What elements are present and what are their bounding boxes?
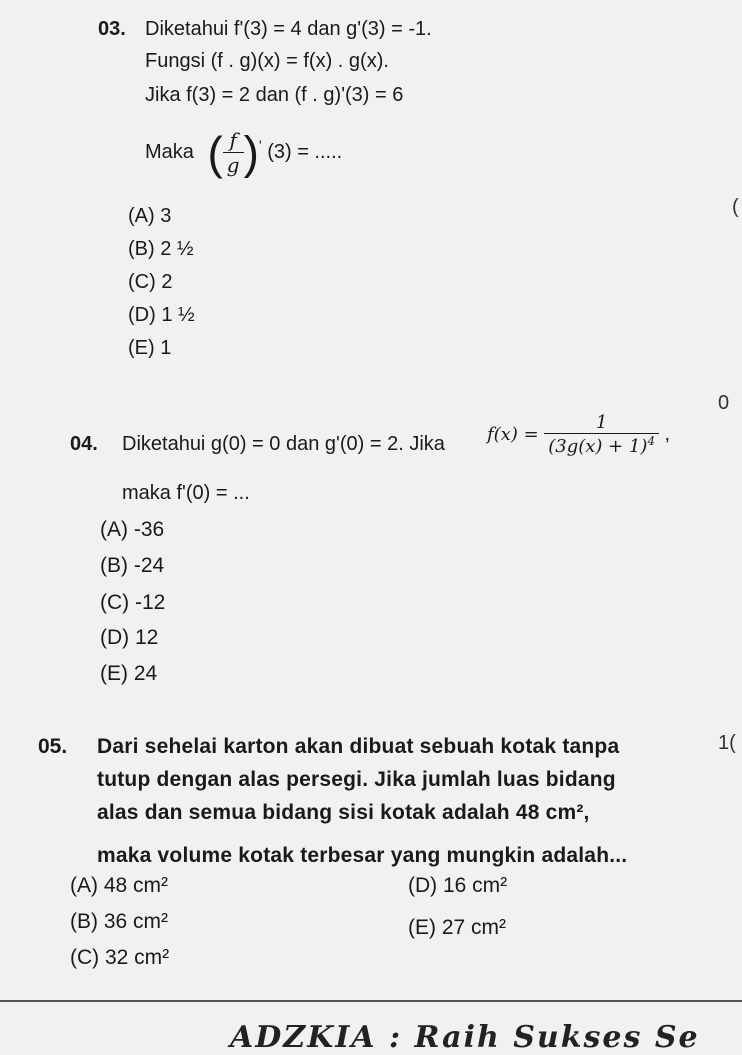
q05-option-d: (D) 16 cm²: [408, 874, 508, 897]
q05-option-c: (C) 32 cm²: [70, 946, 170, 969]
q03-line1: Diketahui f'(3) = 4 dan g'(3) = -1.: [145, 18, 432, 40]
q04-fraction-num: 1: [544, 412, 659, 434]
q03-expression: [145, 128, 342, 177]
q03-option-d: (D) 1 ½: [128, 304, 195, 326]
q04-fraction: [544, 412, 659, 457]
q03-prime: ': [258, 137, 262, 154]
q03-fraction: [223, 128, 244, 177]
q04-formula: [487, 412, 670, 457]
q03-fraction-den: g: [226, 153, 240, 177]
q04-fraction-den: $(3g(x) + 1)^4$: [548, 434, 655, 457]
q04-option-e: (E) 24: [100, 662, 158, 685]
q03-option-c: (C) 2: [128, 271, 173, 293]
q04-text: Diketahui g(0) = 0 dan g'(0) = 2. Jika: [122, 433, 445, 455]
q05-option-b: (B) 36 cm²: [70, 910, 169, 933]
close-paren: ): [243, 126, 259, 179]
q04-option-d: (D) 12: [100, 626, 159, 649]
q03-line2: Fungsi (f . g)(x) = f(x) . g(x).: [145, 50, 389, 72]
q05-line2: tutup dengan alas persegi. Jika jumlah luas bidang: [97, 768, 616, 791]
q03-maka: Maka: [145, 141, 194, 163]
q05-line1: Dari sehelai karton akan dibuat sebuah kotak tanpa: [97, 735, 620, 758]
open-paren: (: [207, 126, 223, 179]
q03-fraction-num: f: [223, 128, 244, 153]
q03-option-b: (B) 2 ½: [128, 238, 194, 260]
footer-divider: [0, 1000, 742, 1002]
q05-option-e: (E) 27 cm²: [408, 916, 507, 939]
q03-number: 03.: [98, 18, 126, 40]
edge-mark-3: 1(: [718, 732, 736, 754]
q04-option-b: (B) -24: [100, 554, 165, 577]
q04-option-a: (A) -36: [100, 518, 165, 541]
q04-number: 04.: [70, 433, 98, 455]
q05-line3: alas dan semua bidang sisi kotak adalah 48 cm²,: [97, 801, 590, 824]
edge-mark-1: (: [732, 196, 739, 218]
q04-option-c: (C) -12: [100, 591, 166, 614]
q03-option-e: (E) 1: [128, 337, 172, 359]
q05-option-a: (A) 48 cm²: [70, 874, 169, 897]
edge-mark-2: 0: [718, 392, 730, 414]
q05-number: 05.: [38, 735, 68, 758]
footer-brand: ADZKIA : Raih Sukses Se: [230, 1020, 700, 1055]
q03-option-a: (A) 3: [128, 205, 172, 227]
q04-comma: ,: [664, 423, 670, 445]
q03-tail: (3) = .....: [267, 141, 343, 163]
q04-maka: maka f'(0) = ...: [122, 482, 250, 504]
q04-fx: f(x) =: [487, 424, 539, 445]
q03-line3: Jika f(3) = 2 dan (f . g)'(3) = 6: [145, 84, 404, 106]
q05-line4: maka volume kotak terbesar yang mungkin adalah...: [97, 844, 628, 867]
